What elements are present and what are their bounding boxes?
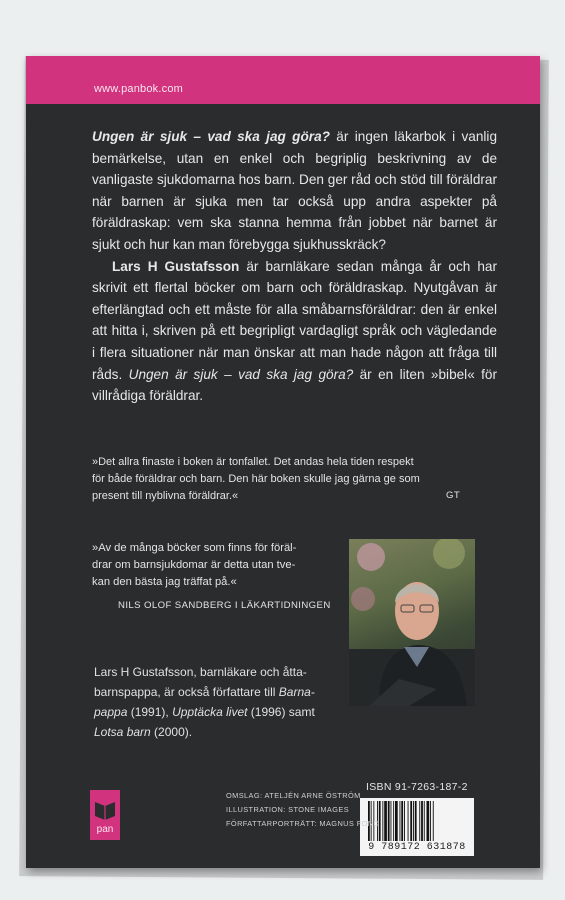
website-url: www.panbok.com <box>94 83 184 95</box>
review-quote-lakartidningen <box>92 540 296 591</box>
bio-text: barnspappa, är också författare till <box>94 685 279 699</box>
credit-illustration: ILLUSTRATION: STONE IMAGES <box>226 805 350 814</box>
quote-line: »Det allra finaste i boken är tonfallet. Det andas hela tiden respekt <box>92 456 414 468</box>
book-title-inline: Ungen är sjuk – vad ska jag göra? <box>128 366 354 382</box>
publisher-logo-text: pan <box>96 824 114 835</box>
publisher-logo <box>90 790 120 840</box>
book-title-italic: Ungen är sjuk – vad ska jag göra? <box>92 129 330 144</box>
author-name: Lars H Gustafsson <box>112 258 240 274</box>
isbn-number: ISBN 91-7263-187-2 <box>366 781 468 793</box>
author-portrait-photo <box>349 539 475 706</box>
review-quote-gt <box>92 454 420 505</box>
book-description <box>92 126 497 407</box>
credit-cover: OMSLAG: ATELJÉN ARNE ÖSTRÖM <box>226 791 361 800</box>
description-text: är ingen läkarbok i vanlig bemärkelse, utan en enkel och begriplig beskrivning av de vanligaste sjukdomarna hos barn. Den ger råd och stöd till föräldrar när barnen är sjuka men tar också upp andra aspekter på föräldraskap: vem ska stanna hemma från jobbet när barnet är sjukt och hur kan man förebygga sjukhusskräck? <box>92 129 498 252</box>
bio-book-title: pappa <box>94 705 128 719</box>
bio-book-title: Lotsa barn <box>94 725 151 739</box>
quote-line: »Av de många böcker som finns för föräl- <box>92 542 297 554</box>
author-text: är barnläkare sedan många år och har skrivit ett flertal böcker om barn och föräldraskap. Nyutgåvan är efterlängtad och ett måste för alla småbarnsföräldrar: den är enkel att hitta i, skriven på ett begripligt vardagligt språk och vägledande i flera situationer när man önskar att man hade någon att fråga till råds. <box>92 258 497 382</box>
bio-text: (2000). <box>150 725 193 739</box>
quote-line: drar om barnsjukdomar är detta utan tve- <box>92 559 296 571</box>
author-biography <box>94 662 344 742</box>
bio-book-title: Upptäcka livet <box>172 705 248 719</box>
bio-line: Lars H Gustafsson, barnläkare och åtta- <box>94 665 307 679</box>
author-portrait-illustration <box>349 539 475 706</box>
description-paragraph-2 <box>92 256 497 407</box>
bio-line <box>94 702 344 722</box>
pink-header-bar <box>26 56 540 104</box>
bio-text: (1996) samt <box>247 705 315 719</box>
quote-source-lakartidningen: NILS OLOF SANDBERG I LÄKARTIDNINGEN <box>118 600 331 611</box>
quote-line: present till nyblivna föräldrar.« <box>92 490 239 502</box>
barcode-number: 9 789172 631878 <box>368 842 466 853</box>
bio-line <box>94 682 344 702</box>
credit-portrait: FÖRFATTARPORTRÄTT: MAGNUS FOND <box>226 819 380 828</box>
bio-book-title: Barna- <box>278 685 315 699</box>
description-paragraph-1 <box>92 126 497 256</box>
bio-text: (1991), <box>127 705 173 719</box>
book-back-cover <box>26 56 540 868</box>
quote-line: för både föräldrar och barn. Den här boken skulle jag gärna ge som <box>92 473 420 485</box>
quote-source-gt: GT <box>446 490 461 501</box>
bio-line <box>94 722 344 742</box>
quote-line: kan den bästa jag träffat på.« <box>92 576 237 588</box>
description-end: är en liten »bibel« för villrådiga föräldrar. <box>92 366 498 404</box>
